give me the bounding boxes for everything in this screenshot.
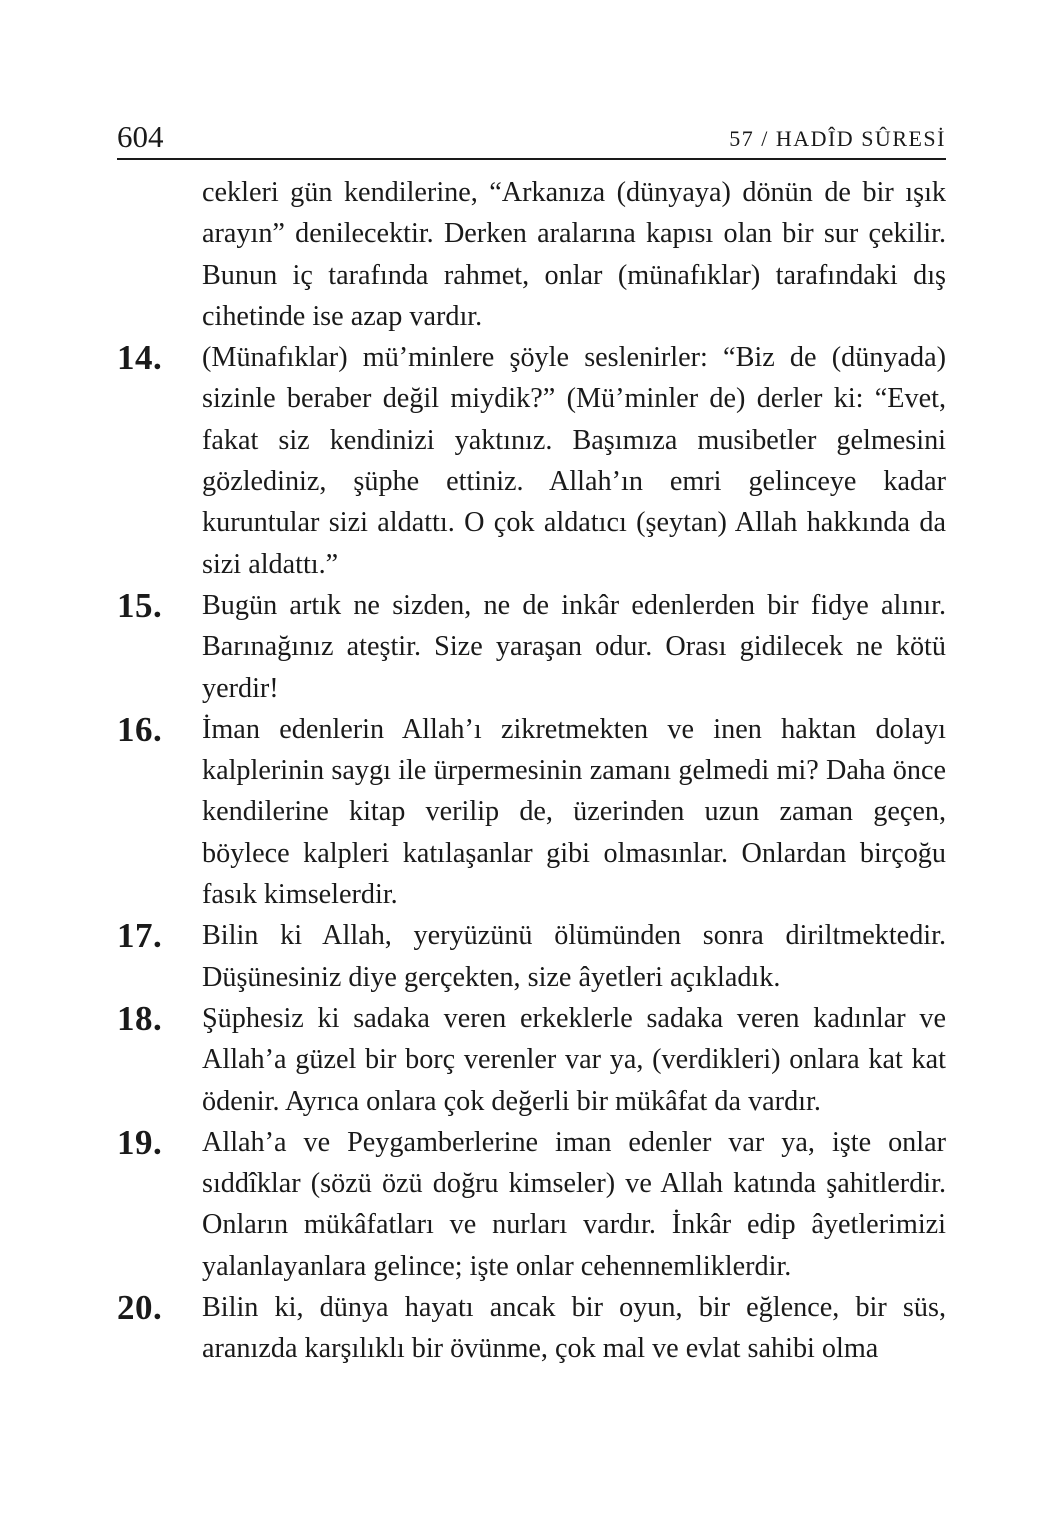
verse-14 <box>117 337 946 585</box>
verse-text: Şüphesiz ki sadaka veren erkeklerle sadaka veren kadınlar ve Allah’a güzel bir borç verenler var ya, (verdikleri) onlara kat kat ödenir. Ayrıca onlara çok değerli bir mükâfat da vardır. <box>202 1002 946 1117</box>
verse-number: 16. <box>117 709 163 749</box>
verse-number: 17. <box>117 916 163 956</box>
verse-15 <box>117 585 946 709</box>
running-title: 57 / HADÎD SÛRESİ <box>729 126 946 151</box>
verse-number: 20. <box>117 1288 163 1328</box>
verse-16 <box>117 709 946 915</box>
page-number: 604 <box>117 119 164 154</box>
verse-number: 18. <box>117 998 163 1038</box>
verse-text: İman edenlerin Allah’ı zikretmekten ve inen haktan dolayı kalplerinin saygı ile ürpermesinin zamanı gelmedi mi? Daha önce kendilerine kitap verilip de, üzerinden uzun zaman geçen, böylece kalpleri katılaşanlar gibi olmasınlar. Onlardan birçoğu fasık kimselerdir. <box>202 713 946 911</box>
verse-20 <box>117 1287 946 1370</box>
verse-number: 14. <box>117 338 163 378</box>
verse-18 <box>117 998 946 1122</box>
verse-text: (Münafıklar) mü’minlere şöyle seslenirler: “Biz de (dünyada) sizinle beraber değil miydik?” (Mü’minler de) derler ki: “Evet, fakat siz kendinizi yaktınız. Başımıza musibetler gelmesini gözlediniz, şüphe ettiniz. Allah’ın emri gelinceye kadar kuruntular sizi aldattı. O çok aldatıcı (şeytan) Allah hakkında da sizi aldattı.” <box>202 342 946 580</box>
verse-text: Bilin ki Allah, yeryüzünü ölümünden sonra diriltmektedir. Düşünesiniz diye gerçekten, size âyetleri açıkladık. <box>202 920 946 993</box>
verse-17 <box>117 915 946 998</box>
verse-text: Bugün artık ne sizden, ne de inkâr edenlerden bir fidye alınır. Barınağınız ateştir. Size yaraşan odur. Orası gidilecek ne kötü yerdir! <box>202 589 946 704</box>
verse-text: Allah’a ve Peygamberlerine iman edenler var ya, işte onlar sıddîklar (sözü özü doğru kimseler) ve Allah katında şahitlerdir. Onların mükâfatları ve nurları vardır. İnkâr edip âyetlerimizi yalanlayanlara gelince; işte onlar cehennemliklerdir. <box>202 1126 946 1282</box>
verse-text: cekleri gün kendilerine, “Arkanıza (dünyaya) dönün de bir ışık arayın” denilecektir. Derken aralarına kapısı olan bir sur çekilir. Bunun iç tarafında rahmet, onlar (münafıklar) tarafındaki dış cihetinde ise azap vardır. <box>202 177 946 332</box>
page-header <box>117 118 946 160</box>
verse-text: Bilin ki, dünya hayatı ancak bir oyun, bir eğlence, bir süs, aranızda karşılıklı bir övünme, çok mal ve evlat sahibi olma <box>202 1292 946 1365</box>
verse-19 <box>117 1122 946 1287</box>
verse-number: 19. <box>117 1122 163 1162</box>
verse-continuation <box>117 172 946 337</box>
page-body <box>117 172 946 1370</box>
verse-number: 15. <box>117 585 163 625</box>
